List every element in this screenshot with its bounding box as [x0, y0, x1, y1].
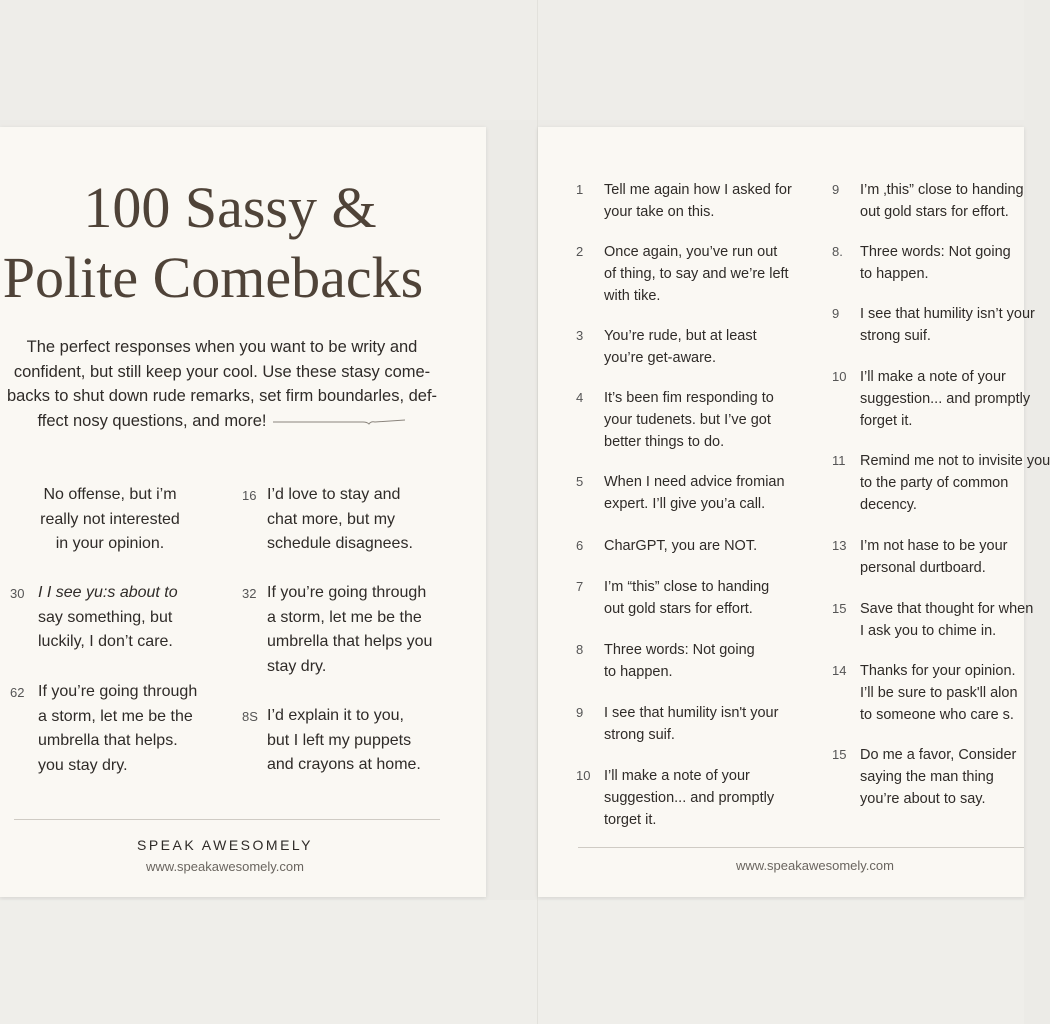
item-line: Tell me again how I asked for — [604, 182, 792, 198]
item-text — [604, 179, 792, 223]
item-line: If you’re going through — [267, 584, 427, 601]
item-number: 30 — [10, 586, 25, 601]
item-line: Once again, you’ve run out — [604, 244, 778, 260]
item-text — [604, 387, 774, 453]
item-number: 8S — [242, 709, 258, 724]
intro-line: confident, but still keep your cool. Use these stasy come- — [13, 362, 431, 381]
item-line: umbrella that helps. — [38, 732, 178, 749]
item-line: to happen. — [860, 266, 929, 282]
intro-line-last — [0, 409, 450, 434]
title-line-1: 100 Sassy & — [83, 175, 377, 240]
item-text — [860, 450, 1050, 516]
item-text — [860, 535, 1008, 579]
item-line: CharGPT, you are NOT. — [604, 538, 758, 554]
item-text — [604, 241, 789, 307]
intro-line-text: ffect nosy questions, and more! — [37, 411, 267, 430]
item-line: schedule disagnees. — [267, 535, 413, 552]
item-text — [604, 535, 757, 557]
item-line: I’ll make a note of your — [860, 369, 1006, 385]
item-number: 15 — [832, 601, 847, 616]
page-title — [0, 173, 460, 313]
item-line: say something, but — [38, 608, 173, 626]
item-number: 10 — [832, 369, 847, 384]
item-line: When I need advice fromian — [604, 474, 785, 490]
item-line: Thanks for your opinion. — [860, 663, 1016, 679]
item-line: but I left my puppets — [267, 731, 412, 749]
item-line: and crayons at home. — [267, 756, 421, 773]
item-line: stay dry. — [267, 657, 327, 675]
item-line: saying the man thing — [860, 769, 994, 785]
brand-name: SPEAK AWESOMELY — [137, 837, 313, 853]
item-number: 9 — [576, 705, 584, 720]
item-line: a storm, let me be the — [38, 707, 193, 725]
item-number: 2 — [576, 244, 584, 259]
item-line: luckily, I don’t care. — [38, 633, 173, 650]
intro-paragraph — [0, 335, 450, 433]
item-line: I’ll make a note of your — [604, 768, 750, 784]
item-number: 10 — [576, 768, 591, 783]
item-number: 1 — [576, 182, 584, 197]
background-bottom-band — [0, 900, 1024, 1024]
item-number: 9 — [832, 182, 840, 197]
item-number: 8 — [576, 642, 584, 657]
footer-divider — [14, 819, 440, 820]
intro-line: backs to shut down rude remarks, set firm boundarles, def- — [6, 387, 438, 405]
item-text — [860, 303, 1035, 347]
item-text — [860, 744, 1016, 810]
intro-line: The perfect responses when you want to be writy and — [26, 338, 418, 356]
item-text — [604, 471, 785, 515]
item-line: to someone who care s. — [860, 707, 1014, 723]
item-number: 6 — [576, 538, 584, 553]
item-line: I I see yu:s about to — [38, 584, 178, 601]
item-number: 4 — [576, 390, 584, 405]
item-text — [267, 704, 421, 778]
item-line: I see that humility isn't your — [604, 705, 779, 721]
item-line: torget it. — [604, 812, 657, 828]
item-line: a storm, let me be the — [267, 608, 422, 626]
item-number: 3 — [576, 328, 584, 343]
item-line: better things to do. — [604, 434, 725, 450]
footer-divider — [578, 847, 1024, 848]
item-text — [604, 576, 769, 620]
item-line: personal durtboard. — [860, 560, 986, 576]
item-line: decency. — [860, 497, 917, 513]
item-line: strong suif. — [604, 727, 675, 743]
item-number: 5 — [576, 474, 584, 489]
item-line: you’re get-aware. — [604, 350, 717, 366]
item-line: you stay dry. — [38, 756, 128, 774]
item-number: 62 — [10, 685, 25, 700]
item-number: 11 — [832, 453, 846, 468]
item-line: out gold stars for effort. — [604, 601, 753, 617]
item-line: Save that thought for when — [860, 601, 1034, 617]
website-url: www.speakawesomely.com — [146, 859, 304, 874]
item-line: forget it. — [860, 413, 913, 429]
item-line: I ask you to chime in. — [860, 623, 997, 639]
left-page — [0, 127, 486, 897]
item-text — [860, 179, 1024, 223]
item-number: 16 — [242, 488, 257, 503]
item-line: Do me a favor, Consider — [860, 747, 1017, 763]
item-text — [604, 639, 755, 683]
item-line: to happen. — [604, 664, 673, 680]
item-text — [38, 680, 197, 778]
item-line: to the party of common — [860, 475, 1009, 491]
item-text — [860, 598, 1033, 642]
website-url: www.speakawesomely.com — [736, 858, 894, 873]
item-line: with tike. — [604, 288, 661, 304]
item-text — [10, 483, 210, 557]
item-line: No offense, but i’m — [43, 486, 177, 503]
item-number: 14 — [832, 663, 847, 678]
item-line: you’re about to say. — [860, 791, 986, 807]
item-line: It’s been fim responding to — [604, 390, 774, 406]
item-line: strong suif. — [860, 328, 931, 344]
underline-scribble-icon — [271, 417, 407, 425]
item-line: umbrella that helps you — [267, 633, 433, 650]
item-text — [860, 241, 1011, 285]
item-line: I’m not hase to be your — [860, 538, 1008, 554]
background-top-band — [0, 0, 1024, 120]
item-text — [267, 581, 432, 679]
item-line: I’d love to stay and — [267, 486, 401, 503]
item-line: You’re rude, but at least — [604, 328, 757, 344]
item-line: I’ll be sure to pask'll alon — [860, 685, 1018, 701]
item-line: Three words: Not going — [860, 244, 1011, 260]
item-text — [860, 366, 1030, 432]
item-text — [860, 660, 1018, 726]
right-page — [538, 127, 1050, 897]
item-line: suggestion... and promptly — [860, 391, 1031, 407]
item-line: of thing, to say and we’re left — [604, 266, 789, 282]
item-text — [267, 483, 413, 557]
item-line: I’d explain it to you, — [267, 707, 404, 724]
item-line: suggestion... and promptly — [604, 790, 775, 806]
item-number: 15 — [832, 747, 847, 762]
item-line: your take on this. — [604, 204, 715, 220]
item-number: 9 — [832, 306, 840, 321]
item-text — [604, 325, 757, 369]
item-line: out gold stars for effort. — [860, 204, 1009, 220]
item-text — [604, 702, 778, 746]
item-number: 32 — [242, 586, 257, 601]
item-line: in your opinion. — [55, 535, 165, 552]
item-line: really not interested — [40, 510, 180, 528]
item-line: If you’re going through — [38, 683, 198, 700]
title-line-2: Polite Comebacks — [2, 245, 424, 310]
item-number: 7 — [576, 579, 584, 594]
item-line: chat more, but my — [267, 510, 396, 528]
item-line: expert. I’ll give you’a call. — [604, 496, 766, 512]
item-line: I’m ‚this” close to handing — [860, 182, 1024, 198]
item-line: I’m “this” close to handing — [604, 579, 770, 595]
item-number: 8. — [832, 244, 843, 259]
item-number: 13 — [832, 538, 847, 553]
item-text — [604, 765, 774, 831]
item-line: Three words: Not going — [604, 642, 755, 658]
item-line: Remind me not to invisite you — [860, 453, 1050, 469]
item-line: your tudenets. but I’ve got — [604, 412, 771, 428]
item-text — [38, 581, 178, 655]
item-line: I see that humility isn’t your — [860, 306, 1035, 322]
